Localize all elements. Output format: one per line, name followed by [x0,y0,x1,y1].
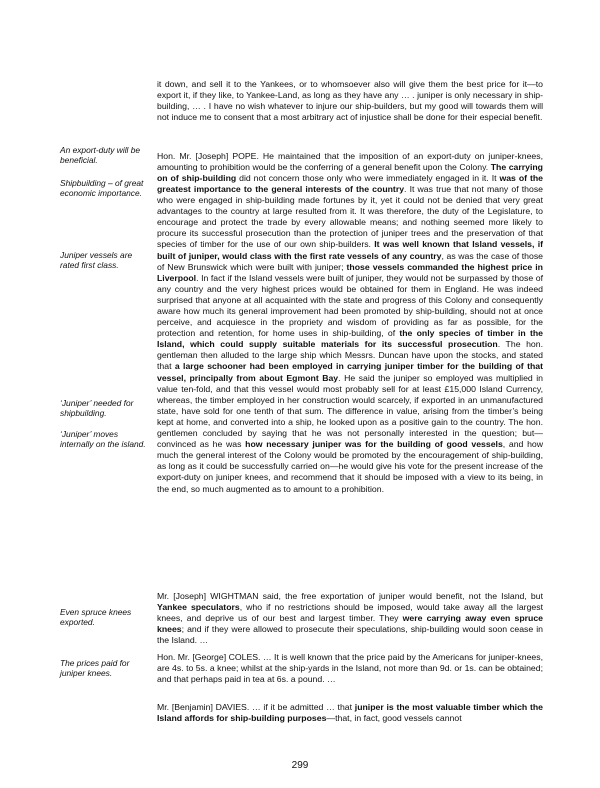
text-run: Mr. [Joseph] WIGHTMAN said, the free exportation of juniper would benefit, not the Island, but [157,590,543,601]
bold-emphasis: a large schooner had been employed in carrying juniper timber for the building of that vessel, principally from about Egmont Bay [157,361,543,383]
text-run: Hon. Mr. [George] COLES. … It is well known that the price paid by the Americans for juniper-knees, are 4s. to 5s. a knee; whilst at the ship-yards in the Island, not more than 9d. or 1s. can be obtained; and that perhaps paid in tea at 6s. a pound. … [157,651,543,684]
margin-note: An export-duty will be beneficial. [60,145,141,166]
text-run: , and how much the general interest of the Colony would be promoted by the encouragement of ship-building, as long as it could be successfully carried on—he would give his vote for the present increase of the export-duty on juniper knees, and recommend that it should be imposed with a view to its being, in the end, so much augmented as to amount to a prohibition. [157,439,544,494]
text-run: Hon. Mr. [Joseph] POPE. He maintained that the imposition of an export-duty on juniper-knees, amounting to prohibition would be the conferring of a general benefit upon the Colony. [157,150,543,172]
bold-emphasis: were carrying away even spruce knees [157,612,543,634]
text-run: did not concern those only who were immediately engaged in it. It [236,172,500,183]
bold-emphasis: The carrying on of ship-building [157,161,543,183]
text-run: , who if no restrictions should be imposed, would take away all the largest knees, and deprive us of our best and largest timber. They [157,601,543,623]
bold-emphasis: the only species of timber in the Island, which could supply suitable materials for its successful prosecution [157,328,543,350]
margin-note: ‘Juniper’ needed for shipbuilding. [60,398,134,419]
text-run: . It was true that not many of those who were engaged in ship-building made fortunes by it, yet it could not be denied that very great advantages to the country at large resulted from it. It was therefore, the duty of the Legislature, to encourage and protect the trade by every allowable means; and nothing seemed more likely to procure its successful prosecution than the protection of juniper trees and the preservation of that species of timber for the use of our own ship-builders. [157,183,543,250]
bold-emphasis: It was well known that Island vessels, if built of juniper, would class with the first rate vessels of any country [157,239,543,261]
paragraph [157,652,543,685]
text-run: . In fact if the Island vessels were built of juniper, they would not be surpassed by those of any country and the very highest prices would be obtained for them in England. He was indeed surprised that anyone at all acquainted with the state and progress of this Colony and consequently aware how much its general improvement had been promoted by ship-building, should not at once perceive, and acquiesce in the propriety and wisdom of providing as far as possible, for the protection and retention, for home uses in ship-building, of [157,272,543,339]
text-run: Mr. [Benjamin] DAVIES. … if it be admitted … that [157,701,355,712]
margin-note: The prices paid for juniper knees. [60,658,130,679]
text-run: , as was the case of those of New Brunswick which were built with juniper; [157,250,543,272]
margin-note: Shipbuilding – of great economic importance. [60,178,144,199]
text-run: . The hon. gentleman then alluded to the large ship which Messrs. Duncan have upon the stocks, and stated that [157,339,544,372]
paragraph [157,79,543,123]
margin-note: Juniper vessels are rated first class. [60,250,133,271]
margin-note: ‘Juniper’ moves internally on the island. [60,429,146,450]
bold-emphasis: juniper is the most valuable timber which the Island affords for ship-building purposes [157,701,543,723]
text-run: it down, and sell it to the Yankees, or to whomsoever also will give them the best price for it—to export it, if they like, to Yankee-Land, as long as they have any … . juniper is only necessary in ship-building, … . I have no wish whatever to injure our ship-builders, but my good will towards them will not induce me to consent that a most arbitrary act of injustice shall be done for their especial benefit. [157,78,543,122]
bold-emphasis: those vessels commanded the highest price in Liverpool [157,261,543,283]
paragraph [157,591,543,646]
paragraph [157,702,543,724]
paragraph [157,151,543,495]
text-run: . He said the juniper so employed was multiplied in value ten-fold, and that this vessel would most probably sell for at least £15,000 Island Currency, whereas, the timber employed in her construction would scarcely, if exported in an unmanufactured state, have sold for one tenth of that sum. The difference in value, arising from the timber’s being kept at home, and converted into a ship, he looked upon as a positive gain to the country. The hon. gentlemen concluded by saying that he was not personally interested in the question; but—convinced as he was [157,372,543,450]
bold-emphasis: was of the greatest importance to the general interests of the country [157,172,543,194]
bold-emphasis: how necessary juniper was for the building of good vessels [245,439,503,450]
text-run: ; and if they were allowed to prosecute their speculations, ship-building would soon cease in the Island. … [157,623,543,646]
text-run: —that, in fact, good vessels cannot [326,712,462,723]
margin-note: Even spruce knees exported. [60,607,132,628]
page-number: 299 [291,760,309,771]
bold-emphasis: Yankee speculators [157,601,240,612]
